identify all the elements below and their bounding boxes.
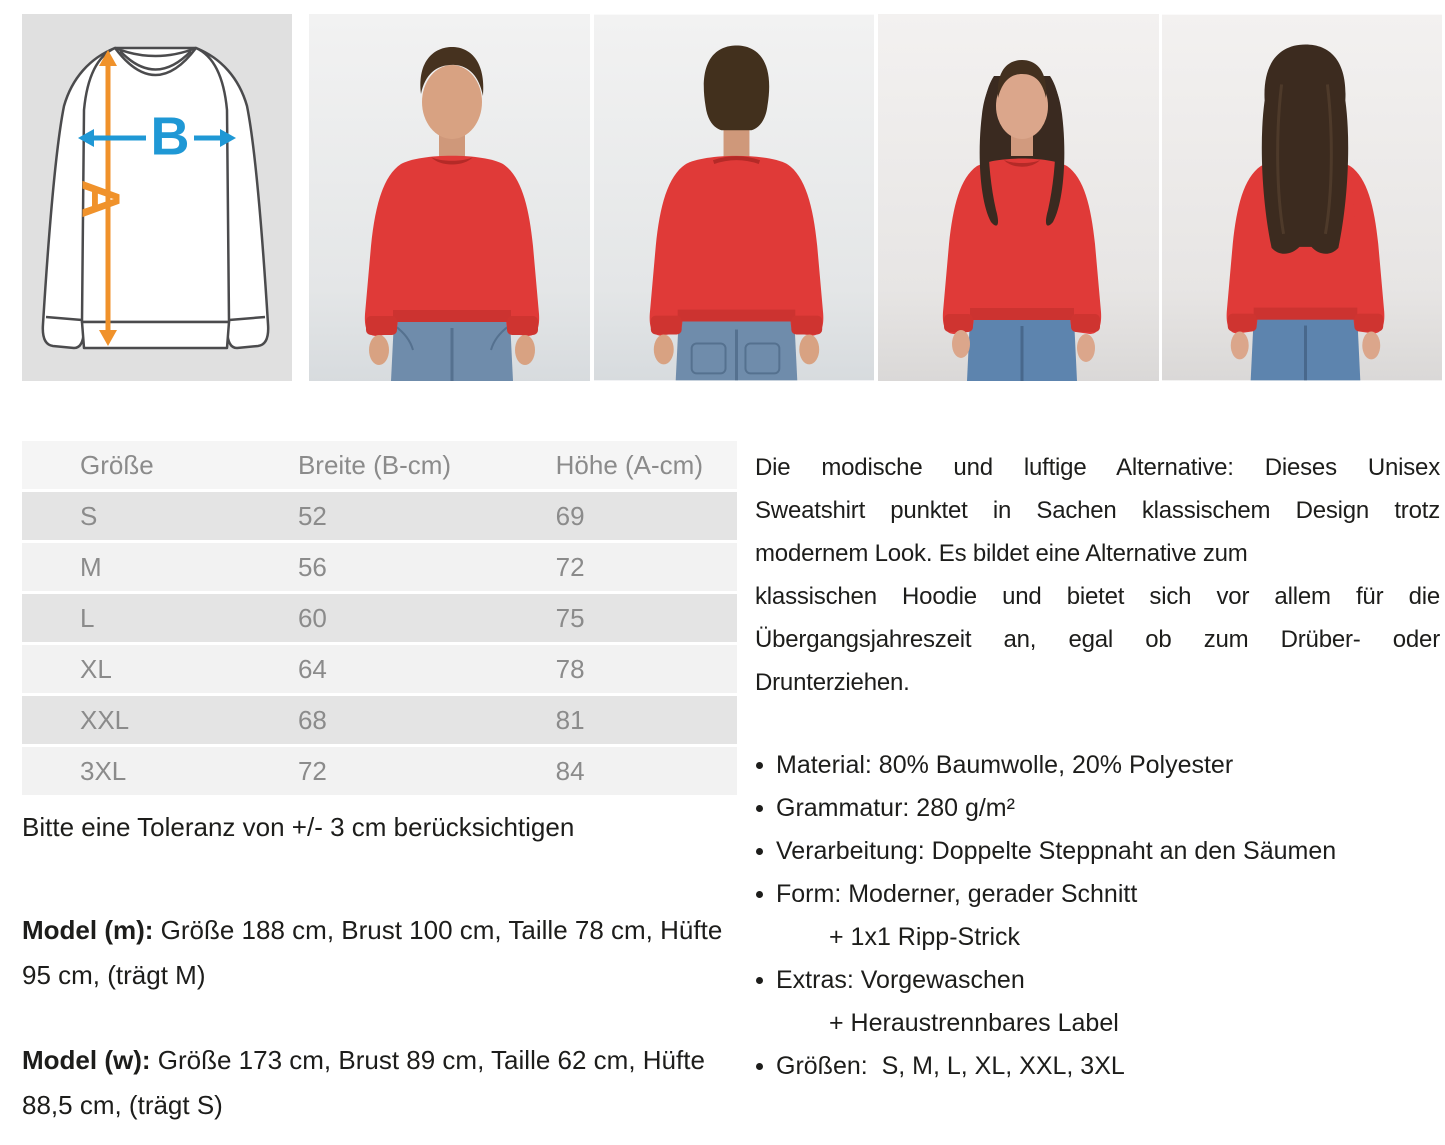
height-cell: 78 — [555, 653, 585, 684]
feature-item-form — [753, 873, 1443, 916]
model-female-info — [22, 1038, 736, 1128]
size-table-row-xl — [22, 645, 737, 693]
width-cell: 52 — [297, 500, 327, 531]
size-table-header-row — [22, 441, 737, 489]
width-cell: 60 — [297, 602, 327, 633]
description-line: klassischen Hoodie und bietet sich vor allem für die — [755, 583, 1440, 610]
feature-text: + Heraustrennbares Label — [829, 1009, 1119, 1037]
size-cell: M — [80, 551, 102, 582]
model-female-label: Model (w): — [22, 1045, 151, 1075]
width-cell: 56 — [297, 551, 327, 582]
description-line: Übergangsjahreszeit an, egal ob zum Drüber- oder — [755, 626, 1440, 653]
size-cell: S — [80, 500, 98, 531]
description-line: Drunterziehen. — [755, 669, 910, 696]
size-cell: XXL — [80, 704, 130, 735]
model-male-label: Model (m): — [22, 915, 154, 945]
photo-female-front — [878, 14, 1159, 381]
feature-item-grammatur — [753, 787, 1443, 830]
figure-hair — [1262, 45, 1348, 254]
bullet-dot — [756, 891, 763, 898]
figure-sweatshirt — [943, 159, 1101, 335]
photo-female-back — [1162, 14, 1442, 381]
height-cell: 75 — [555, 602, 585, 633]
height-column-header: Höhe (A-cm) — [555, 449, 703, 480]
figure-sweatshirt — [365, 156, 539, 336]
size-table-row-m — [22, 543, 737, 591]
size-table-row-xxl — [22, 696, 737, 744]
size-cell: L — [80, 602, 95, 633]
size-table-row-3xl — [22, 747, 737, 795]
arrow-b-label: B — [150, 106, 190, 167]
photo-male-front — [309, 14, 590, 381]
size-table-row-l — [22, 594, 737, 642]
bullet-dot — [756, 977, 763, 984]
figure-jeans — [391, 320, 513, 381]
feature-text: + 1x1 Ripp-Strick — [829, 923, 1021, 951]
arrow-a-label: A — [70, 179, 131, 219]
product-image-gallery — [18, 14, 1442, 381]
product-description — [755, 446, 1440, 704]
height-cell: 69 — [555, 500, 585, 531]
feature-text: Größen: S, M, L, XL, XXL, 3XL — [776, 1052, 1125, 1080]
width-cell: 72 — [297, 755, 327, 786]
size-column-header: Größe — [80, 449, 154, 480]
feature-item-ripp-strick — [753, 916, 1443, 959]
feature-text: Material: 80% Baumwolle, 20% Polyester — [776, 751, 1234, 779]
height-cell: 81 — [555, 704, 585, 735]
tolerance-note: Bitte eine Toleranz von +/- 3 cm berücksichtigen — [22, 812, 575, 842]
bullet-dot — [756, 848, 763, 855]
bullet-dot — [756, 1063, 763, 1070]
feature-item-verarbeitung — [753, 830, 1443, 873]
photo-female-back-image — [1162, 14, 1442, 381]
width-column-header: Breite (B-cm) — [297, 449, 452, 480]
size-cell: XL — [80, 653, 112, 684]
size-table-row-s — [22, 492, 737, 540]
description-line: modernem Look. Es bildet eine Alternative zum — [755, 540, 1248, 567]
feature-text: Grammatur: 280 g/m² — [776, 794, 1015, 822]
bullet-dot — [756, 762, 763, 769]
height-cell: 72 — [555, 551, 585, 582]
size-table — [22, 441, 737, 798]
feature-text: Verarbeitung: Doppelte Steppnaht an den Säumen — [776, 837, 1337, 865]
feature-list — [753, 744, 1443, 1088]
size-cell: 3XL — [80, 755, 127, 786]
figure-hair — [704, 46, 769, 131]
feature-text: Form: Moderner, gerader Schnitt — [776, 880, 1138, 908]
size-diagram-image — [18, 14, 295, 381]
bullet-dot — [756, 805, 763, 812]
feature-item-groessen — [753, 1045, 1443, 1088]
photo-male-front-image — [309, 14, 590, 381]
model-male-text: Größe 188 cm, Brust 100 cm, Taille 78 cm, Hüfte 95 cm, (trägt M) — [22, 915, 730, 990]
width-cell: 64 — [297, 653, 327, 684]
photo-male-back-image — [594, 14, 874, 381]
height-cell: 84 — [555, 755, 585, 786]
feature-item-label — [753, 1002, 1443, 1045]
photo-female-front-image — [878, 14, 1159, 381]
feature-item-material — [753, 744, 1443, 787]
figure-sweatshirt — [650, 156, 824, 336]
description-line: Sweatshirt punktet in Sachen klassischem Design trotz — [755, 497, 1440, 524]
photo-male-back — [594, 14, 874, 381]
figure-jeans — [1251, 318, 1361, 381]
figure-jeans — [676, 320, 798, 381]
feature-text: Extras: Vorgewaschen — [776, 966, 1025, 994]
model-female-text: Größe 173 cm, Brust 89 cm, Taille 62 cm, Hüfte 88,5 cm, (trägt S) — [22, 1045, 713, 1120]
description-line: Die modische und luftige Alternative: Dieses Unisex — [755, 454, 1440, 481]
figure-jeans — [967, 318, 1077, 381]
feature-item-extras — [753, 959, 1443, 1002]
width-cell: 68 — [297, 704, 327, 735]
model-male-info — [22, 908, 736, 998]
size-diagram-tile — [18, 14, 295, 381]
